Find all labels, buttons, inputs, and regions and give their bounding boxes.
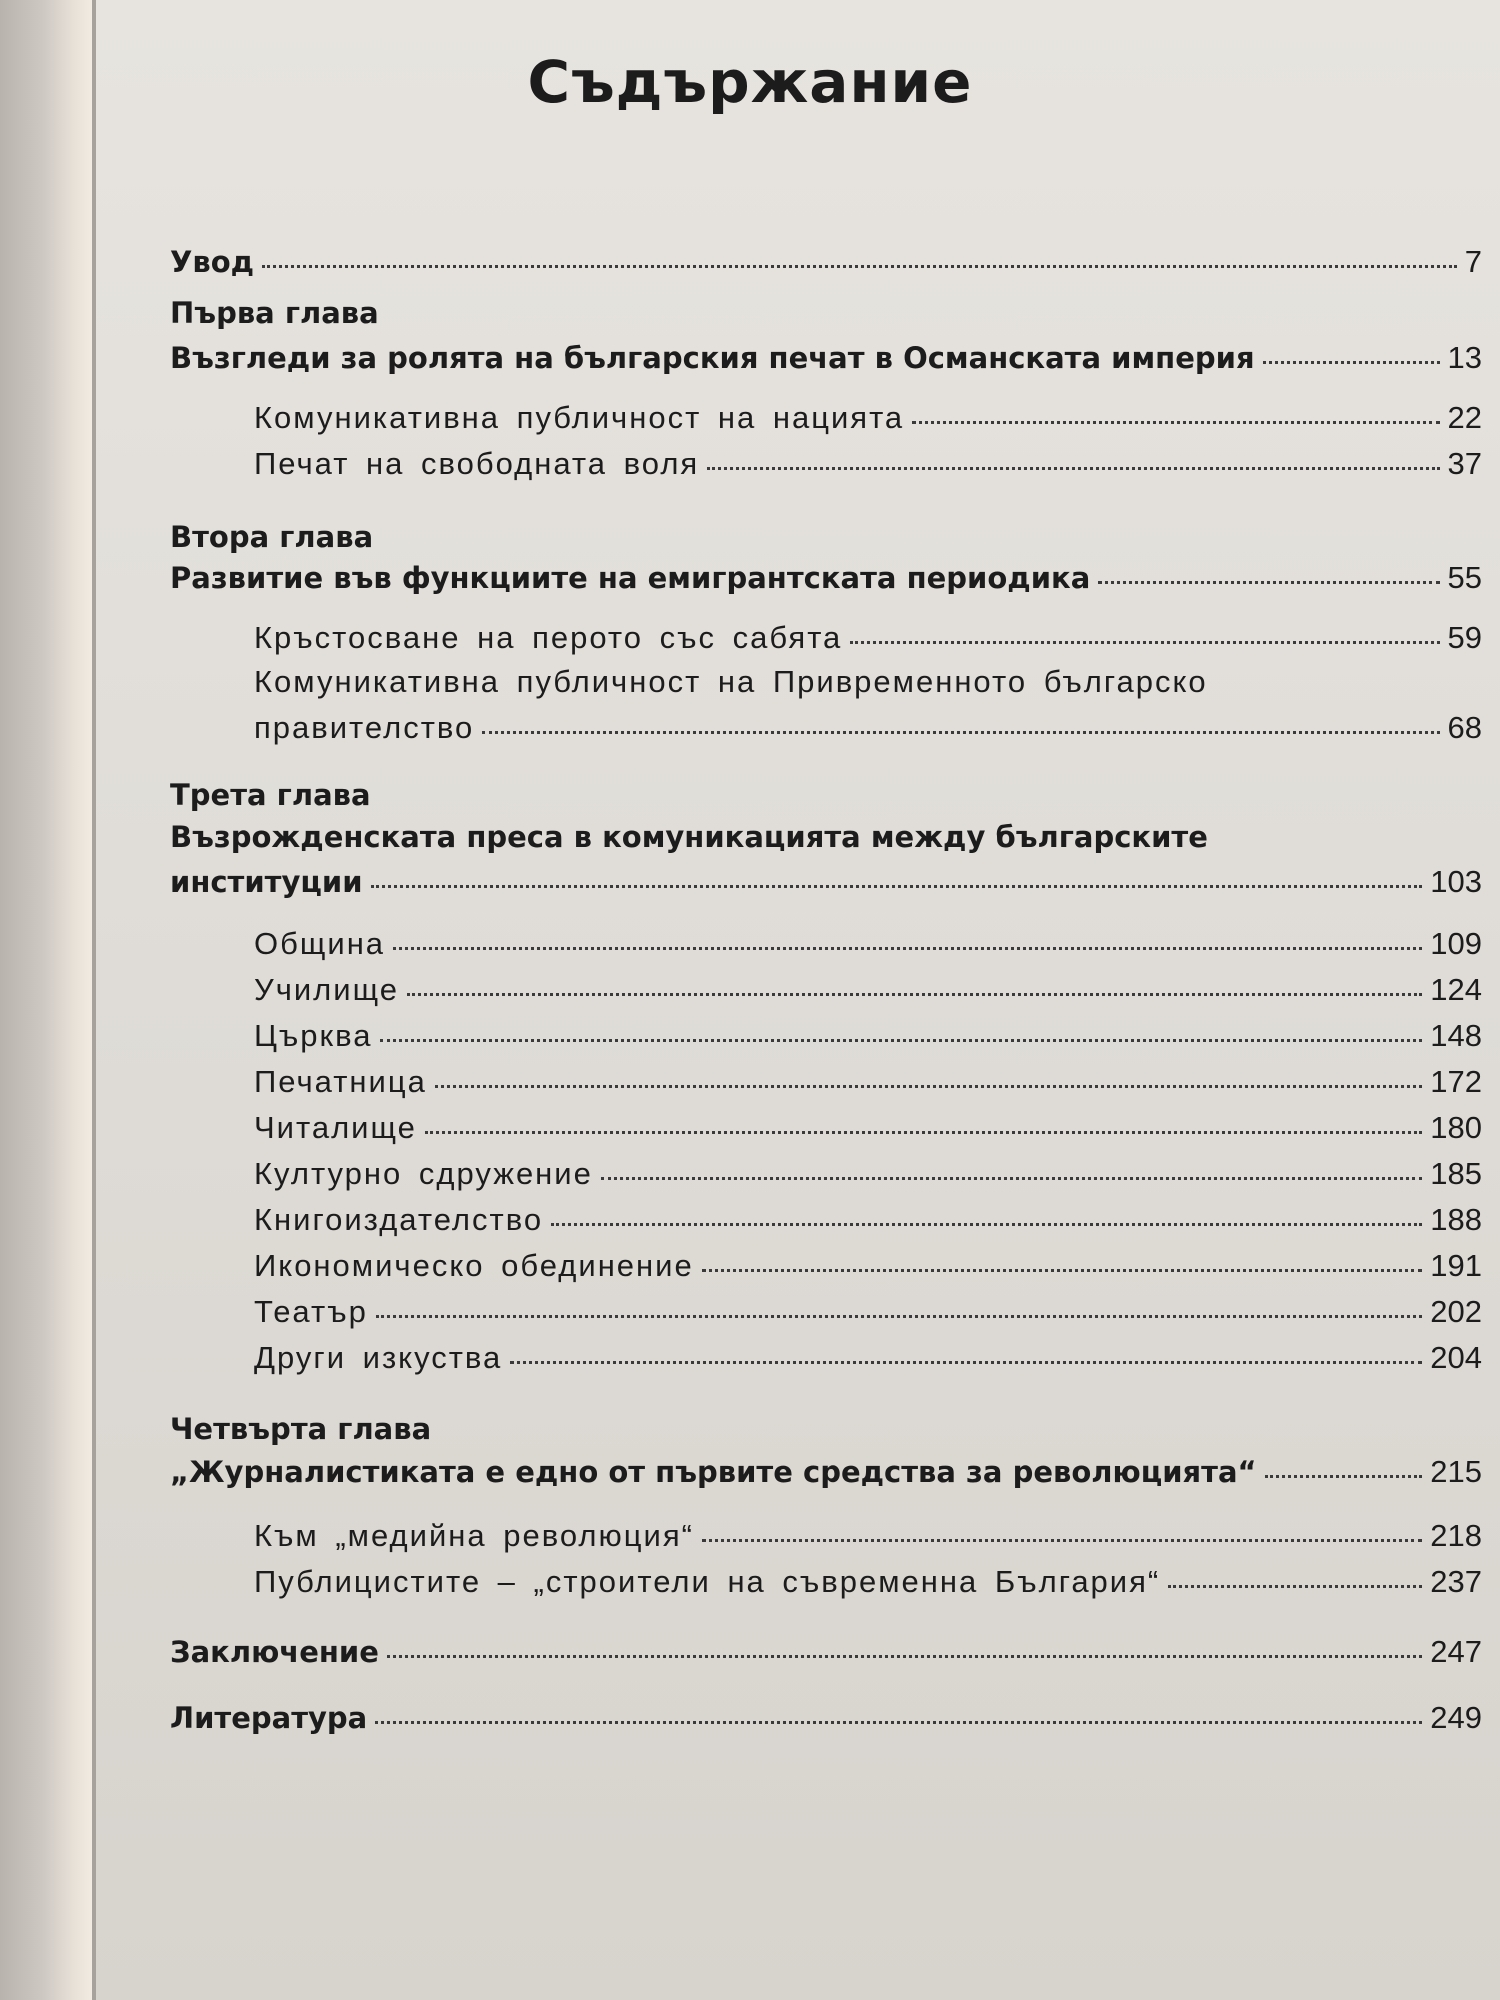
toc-entry-section bbox=[254, 1064, 1482, 1100]
toc-entry-label: Печат на свободната воля bbox=[254, 446, 700, 481]
toc-entry-label: Културно сдружение bbox=[254, 1156, 593, 1191]
toc-entry-label: Община bbox=[254, 926, 386, 961]
dot-leader bbox=[850, 641, 1439, 644]
toc-entry-label: Други изкуства bbox=[254, 1340, 503, 1375]
toc-entry-label: институции bbox=[170, 865, 363, 899]
dot-leader bbox=[1098, 581, 1439, 584]
dot-leader bbox=[380, 1039, 1422, 1042]
dot-leader bbox=[1263, 361, 1440, 364]
toc-page-number: 215 bbox=[1430, 1454, 1482, 1489]
toc-entry-section bbox=[254, 1110, 1482, 1146]
dot-leader bbox=[707, 467, 1439, 470]
toc-entry-label: Възгледи за ролята на българския печат в Османската империя bbox=[170, 341, 1255, 375]
toc-entry-chapter bbox=[170, 340, 1482, 376]
toc-entry-intro bbox=[170, 244, 1482, 280]
toc-entry-chapter bbox=[170, 864, 1482, 900]
chapter-heading: Трета глава bbox=[170, 778, 371, 812]
toc-page-number: 124 bbox=[1430, 972, 1482, 1007]
toc-entry-label: Кръстосване на перото със сабята bbox=[254, 620, 843, 655]
toc-entry-literature bbox=[170, 1700, 1482, 1736]
toc-entry-label: Църква bbox=[254, 1018, 373, 1053]
toc-entry-label: Към „медийна революция“ bbox=[254, 1518, 694, 1553]
toc-entry-title-line: Възрожденската преса в комуникацията между българските bbox=[170, 820, 1208, 854]
toc-entry-label: Развитие във функциите на емигрантската периодика bbox=[170, 561, 1091, 595]
toc-entry-label: Читалище bbox=[254, 1110, 417, 1145]
dot-leader bbox=[601, 1177, 1422, 1180]
toc-page-number: 188 bbox=[1430, 1202, 1482, 1237]
toc-entry-label: Литература bbox=[170, 1701, 368, 1735]
toc-page-number: 148 bbox=[1430, 1018, 1482, 1053]
toc-page-number: 55 bbox=[1447, 560, 1482, 595]
toc-entry-section bbox=[254, 1018, 1482, 1054]
toc-entry-label: Комуникативна публичност на нацията bbox=[254, 400, 905, 435]
toc-entry-label: „Журналистиката е едно от първите средства за революцията“ bbox=[170, 1455, 1257, 1489]
toc-entry-section bbox=[254, 972, 1482, 1008]
toc-entry-label-line: Комуникативна публичност на Привременното българско bbox=[254, 664, 1208, 699]
chapter-heading: Четвърта глава bbox=[170, 1412, 432, 1446]
toc-entry-label: Заключение bbox=[170, 1635, 379, 1669]
dot-leader bbox=[482, 731, 1439, 734]
toc-entry-label: Театър bbox=[254, 1294, 368, 1329]
dot-leader bbox=[510, 1361, 1422, 1364]
toc-entry-section bbox=[254, 1156, 1482, 1192]
toc-entry-conclusion bbox=[170, 1634, 1482, 1670]
toc-page-number: 103 bbox=[1430, 864, 1482, 899]
toc-entry-section bbox=[254, 710, 1482, 746]
toc-page-number: 13 bbox=[1447, 340, 1482, 375]
dot-leader bbox=[1168, 1585, 1422, 1588]
chapter-heading: Първа глава bbox=[170, 296, 379, 330]
toc-page-number: 218 bbox=[1430, 1518, 1482, 1553]
toc-entry-label: Публицистите – „строители на съвременна България“ bbox=[254, 1564, 1161, 1599]
toc-page-number: 191 bbox=[1430, 1248, 1482, 1283]
toc-entry-section bbox=[254, 1202, 1482, 1238]
toc-page-number: 202 bbox=[1430, 1294, 1482, 1329]
toc-entry-section bbox=[254, 446, 1482, 482]
toc-entry-section bbox=[254, 1294, 1482, 1330]
dot-leader bbox=[1265, 1475, 1423, 1478]
toc-entry-section bbox=[254, 1340, 1482, 1376]
dot-leader bbox=[371, 885, 1423, 888]
dot-leader bbox=[376, 1315, 1422, 1318]
toc-page-number: 68 bbox=[1447, 710, 1482, 745]
toc-entry-section bbox=[254, 1518, 1482, 1554]
toc-title: Съдържание bbox=[527, 48, 973, 116]
toc-entry-section bbox=[254, 1564, 1482, 1600]
chapter-heading: Втора глава bbox=[170, 520, 374, 554]
toc-page-number: 109 bbox=[1430, 926, 1482, 961]
toc-page-number: 180 bbox=[1430, 1110, 1482, 1145]
dot-leader bbox=[262, 265, 1457, 268]
dot-leader bbox=[375, 1721, 1422, 1724]
toc-page-number: 185 bbox=[1430, 1156, 1482, 1191]
toc-page-number: 249 bbox=[1430, 1700, 1482, 1735]
toc-entry-label: правителство bbox=[254, 710, 475, 745]
dot-leader bbox=[702, 1269, 1423, 1272]
toc-entry-section bbox=[254, 400, 1482, 436]
toc-page-number: 172 bbox=[1430, 1064, 1482, 1099]
toc-entry-section bbox=[254, 1248, 1482, 1284]
toc-entry-chapter bbox=[170, 1454, 1482, 1490]
toc-page-number: 7 bbox=[1464, 244, 1482, 279]
toc-page-number: 204 bbox=[1430, 1340, 1482, 1375]
toc-entry-section bbox=[254, 926, 1482, 962]
dot-leader bbox=[387, 1655, 1422, 1658]
toc-entry-chapter bbox=[170, 560, 1482, 596]
dot-leader bbox=[912, 421, 1439, 424]
dot-leader bbox=[407, 993, 1422, 996]
dot-leader bbox=[393, 947, 1422, 950]
dot-leader bbox=[702, 1539, 1422, 1542]
toc-entry-label: Книгоиздателство bbox=[254, 1202, 544, 1237]
toc-entry-label: Увод bbox=[170, 245, 255, 279]
toc-entry-section bbox=[254, 620, 1482, 656]
toc-page-number: 59 bbox=[1447, 620, 1482, 655]
dot-leader bbox=[551, 1223, 1422, 1226]
toc-entry-label: Икономическо обединение bbox=[254, 1248, 694, 1283]
toc-page-number: 37 bbox=[1447, 446, 1482, 481]
toc-page-number: 237 bbox=[1430, 1564, 1482, 1599]
toc-page-number: 247 bbox=[1430, 1634, 1482, 1669]
toc-page-number: 22 bbox=[1447, 400, 1482, 435]
dot-leader bbox=[435, 1085, 1422, 1088]
dot-leader bbox=[425, 1131, 1422, 1134]
toc-entry-label: Печатница bbox=[254, 1064, 427, 1099]
toc-entry-label: Училище bbox=[254, 972, 399, 1007]
